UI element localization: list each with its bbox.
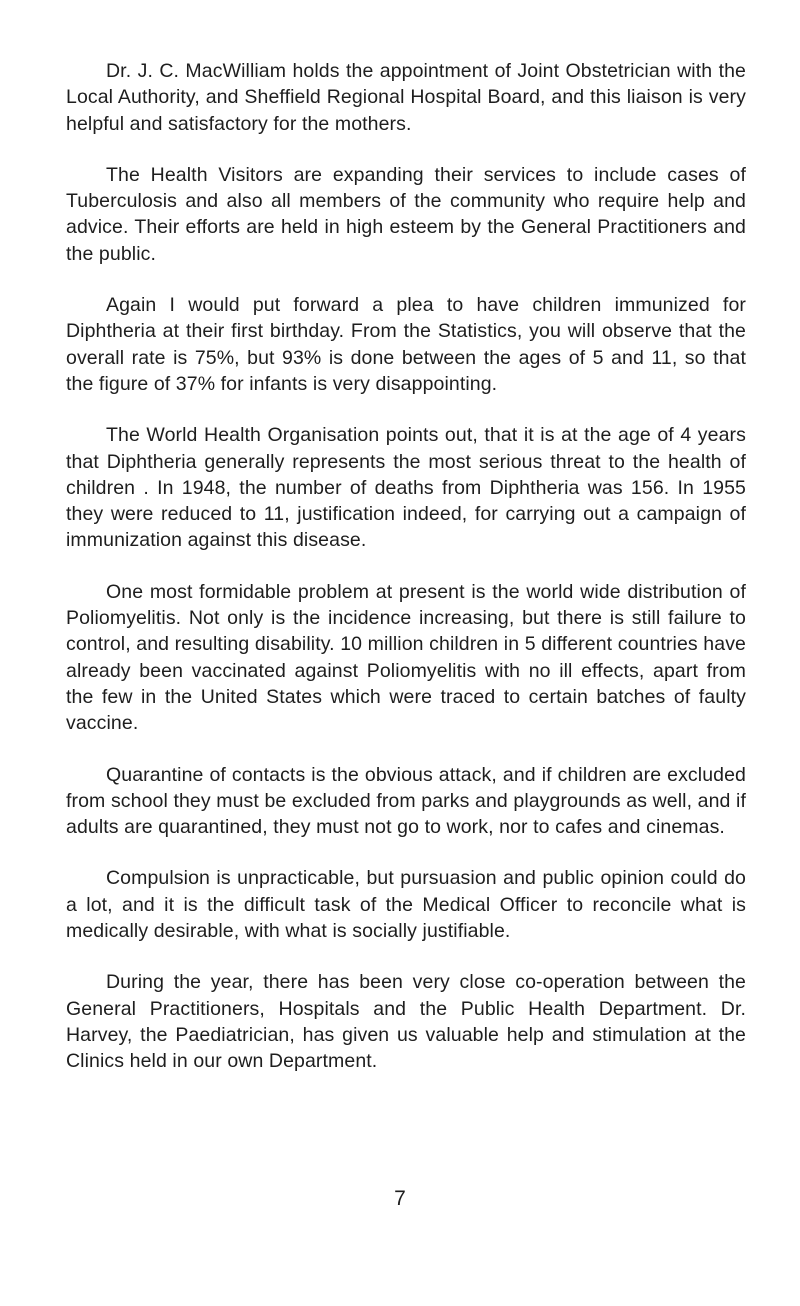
paragraph-poliomyelitis: One most formidable problem at present is the world wide distribution of Poliomyelitis. Not only is the incidence increasing, but there is still failure to control, and resulting disability. 10 million children in 5 different countries have already been vaccinated against Poliomyelitis with no ill effects, apart from the few in the United States which were traced to certain batches of faulty vaccine. xyxy=(66,580,746,735)
paragraph-quarantine: Quarantine of contacts is the obvious attack, and if children are excluded from school they must be excluded from parks and playgrounds as well, and if adults are quarantined, they must not go to work, nor to cafes and cinemas. xyxy=(66,763,746,839)
paragraph-health-visitors: The Health Visitors are expanding their services to include cases of Tuberculosis and also all members of the community who require help and advice. Their efforts are held in high esteem by the General Practitioners and the public. xyxy=(66,163,746,265)
paragraph-who-diphtheria: The World Health Organisation points out, that it is at the age of 4 years that Diphtheria generally represents the most serious threat to the health of children . In 1948, the number of deaths from Diphtheria was 156. In 1955 they were reduced to 11, justification indeed, for carrying out a campaign of immunization against this disease. xyxy=(66,424,746,552)
paragraph-diphtheria-plea: Again I would put forward a plea to have children immunized for Diphtheria at their first birthday. From the Statistics, you will observe that the overall rate is 75%, but 93% is done between the ages of 5 and 11, so that the figure of 37% for infants is very disappointing. xyxy=(66,294,746,395)
page-number: 7 xyxy=(394,1187,406,1210)
document-body xyxy=(66,58,746,1100)
paragraph-compulsion: Compulsion is unpracticable, but pursuasion and public opinion could do a lot, and it is the difficult task of the Medical Officer to reconcile what is medically desirable, with what is socially justifiable. xyxy=(66,867,746,943)
paragraph-joint-obstetrician: Dr. J. C. MacWilliam holds the appointment of Joint Obstetrician with the Local Authority, and Sheffield Regional Hospital Board, and this liaison is very helpful and satisfactory for the mothers. xyxy=(66,60,746,135)
paragraph-co-operation: During the year, there has been very close co-operation between the General Practitioners, Hospitals and the Public Health Department. Dr. Harvey, the Paediatrician, has given us valuable help and stimulation at the Clinics held in our own Department. xyxy=(66,971,746,1073)
